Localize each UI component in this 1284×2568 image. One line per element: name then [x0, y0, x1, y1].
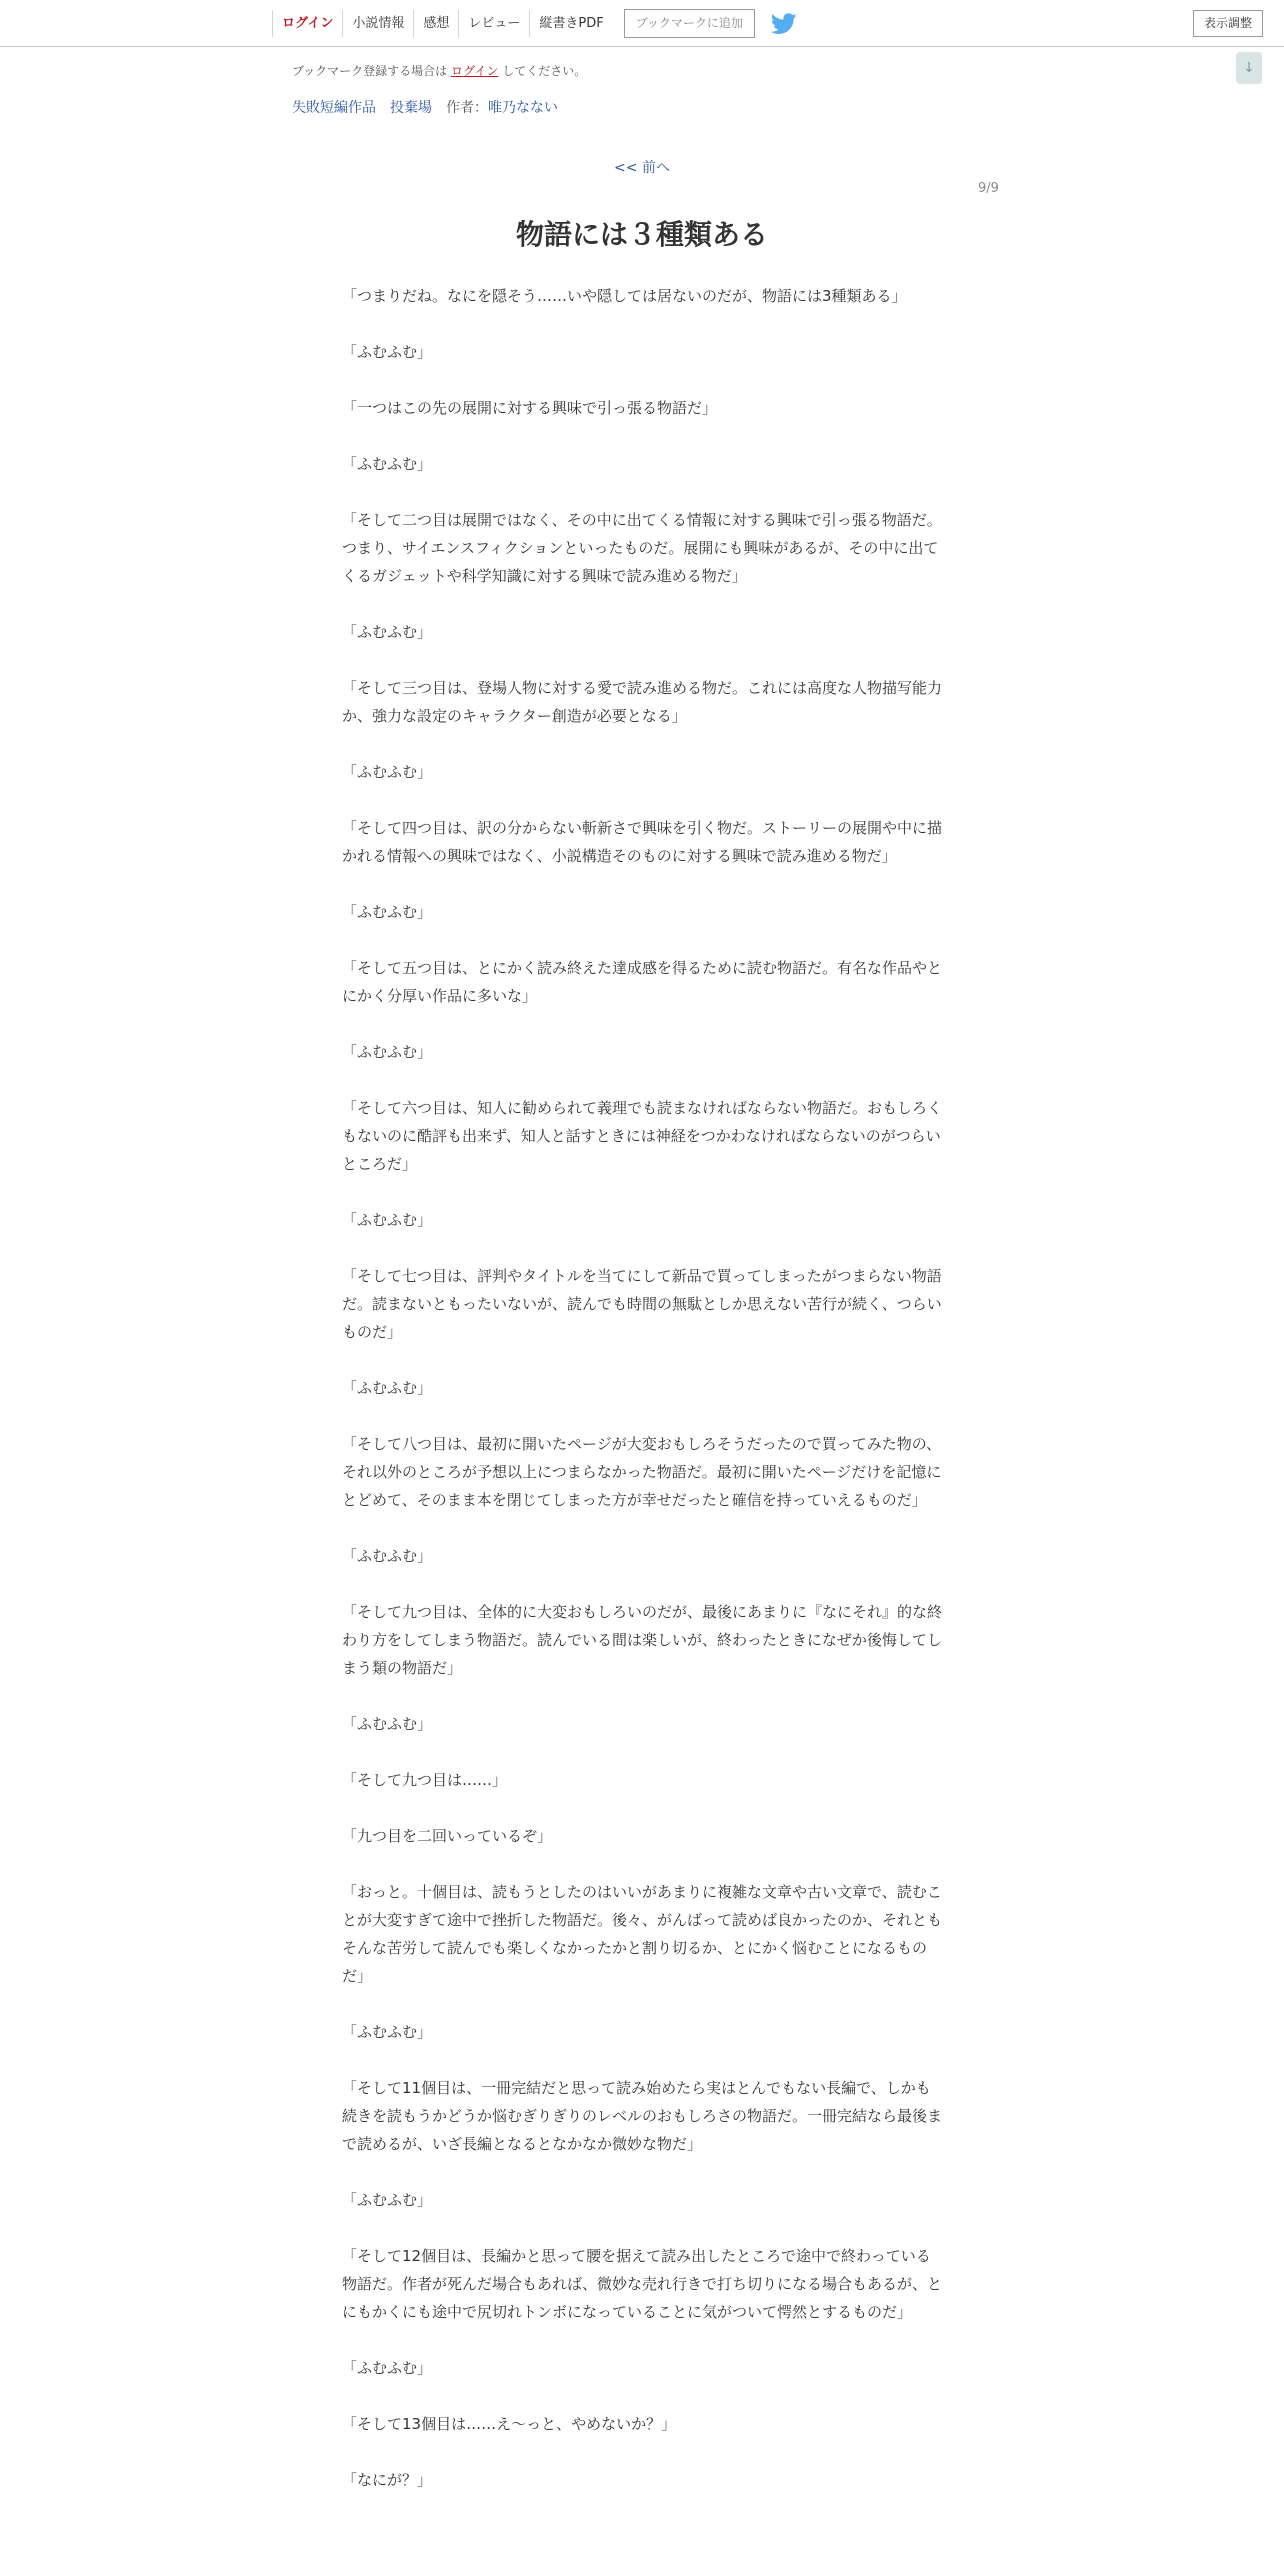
novel-paragraph: 「そして五つ目は、とにかく読み終えた達成感を得るために読む物語だ。有名な作品やとにかく分厚い作品に多いな」 [342, 959, 943, 1005]
novel-paragraph: 「そして11個目は、一冊完結だと思って読み始めたら実はとんでもない長編で、しかも続きを読もうかどうか悩むぎりぎりのレベルのおもしろさの物語だ。一冊完結なら最後まで読めるが、いざ長編となるとなかなか微妙な物だ」 [342, 2079, 943, 2153]
novel-paragraph: 「九つ目を二回いっているぞ」 [342, 1827, 553, 1845]
nav-login-link[interactable]: ログイン [272, 10, 342, 37]
series-line [292, 97, 558, 117]
prev-page-link[interactable]: << 前へ [614, 160, 670, 176]
novel-paragraph: 「なにが？」 [342, 2471, 433, 2489]
scroll-down-button[interactable]: ↓ [1236, 52, 1262, 84]
novel-paragraph: 「ふむふむ」 [342, 2023, 433, 2041]
novel-paragraph: 「一つはこの先の展開に対する興味で引っ張る物語だ」 [342, 399, 718, 417]
bookmark-note [292, 62, 586, 79]
twitter-icon[interactable] [771, 13, 797, 35]
nav-impressions-link[interactable]: 感想 [413, 10, 458, 37]
novel-paragraph: 「ふむふむ」 [342, 455, 433, 473]
novel-paragraph: 「そして13個目は……え～っと、やめないか？」 [342, 2415, 677, 2433]
top-bar [0, 0, 1284, 47]
author-link[interactable]: 唯乃なない [488, 100, 558, 116]
novel-paragraph: 「ふむふむ」 [342, 903, 433, 921]
novel-paragraph: 「ふむふむ」 [342, 1547, 433, 1565]
novel-paragraph: 「ふむふむ」 [342, 2359, 433, 2377]
novel-paragraph: 「ふむふむ」 [342, 1715, 433, 1733]
novel-paragraph: 「ふむふむ」 [342, 763, 433, 781]
page-counter: 9/9 [978, 181, 999, 196]
bookmark-note-after: してください。 [502, 64, 587, 78]
novel-paragraph: 「ふむふむ」 [342, 623, 433, 641]
novel-paragraph: 「ふむふむ」 [342, 1043, 433, 1061]
novel-paragraph: 「そして二つ目は展開ではなく、その中に出てくる情報に対する興味で引っ張る物語だ。つまり、サイエンスフィクションといったものだ。展開にも興味があるが、その中に出てくるガジェットや科学知識に対する興味で読み進める物だ」 [342, 511, 942, 585]
bookmark-note-login-link[interactable]: ログイン [451, 64, 499, 78]
author-label: 作者： [446, 100, 488, 116]
novel-paragraph: 「ふむふむ」 [342, 343, 433, 361]
bookmark-note-before: ブックマーク登録する場合は [292, 64, 448, 78]
add-bookmark-button[interactable]: ブックマークに追加 [624, 9, 755, 38]
novel-paragraph: 「そして四つ目は、訳の分からない斬新さで興味を引く物だ。ストーリーの展開や中に描かれる情報への興味ではなく、小説構造そのものに対する興味で読み進める物だ」 [342, 819, 943, 865]
novel-paragraph: 「おっと。十個目は、読もうとしたのはいいがあまりに複雑な文章や古い文章で、読むことが大変すぎて途中で挫折した物語だ。後々、がんばって読めば良かったのか、それともそんな苦労して読んでも楽しくなかったかと割り切るか、とにかく悩むことになるものだ」 [342, 1883, 943, 1985]
display-settings-button[interactable]: 表示調整 [1193, 10, 1263, 37]
top-nav [272, 10, 797, 37]
novel-paragraph: 「そして三つ目は、登場人物に対する愛で読み進める物だ。これには高度な人物描写能力か、強力な設定のキャラクター創造が必要となる」 [342, 679, 943, 725]
novel-paragraph: 「そして九つ目は……」 [342, 1771, 508, 1789]
novel-paragraph: 「そして六つ目は、知人に勧められて義理でも読まなければならない物語だ。おもしろくもないのに酷評も出来ず、知人と話すときには神経をつかわなければならないのがつらいところだ」 [342, 1099, 943, 1173]
chapter-title: 物語には３種類ある [515, 218, 768, 251]
novel-paragraph: 「ふむふむ」 [342, 1211, 433, 1229]
novel-paragraph: 「そして七つ目は、評判やタイトルを当てにして新品で買ってしまったがつまらない物語だ。読まないともったいないが、読んでも時間の無駄としか思えない苦行が続く、つらいものだ」 [342, 1267, 942, 1341]
nav-novel-info-link[interactable]: 小説情報 [342, 10, 413, 37]
novel-paragraph: 「つまりだね。なにを隠そう……いや隠しては居ないのだが、物語には3種類ある」 [342, 287, 907, 305]
novel-paragraph: 「そして八つ目は、最初に開いたページが大変おもしろそうだったので買ってみた物の、それ以外のところが予想以上につまらなかった物語だ。最初に開いたページだけを記憶にとどめて、そのまま本を閉じてしまった方が幸せだったと確信を持っていえるものだ」 [342, 1435, 942, 1509]
novel-paragraph: 「ふむふむ」 [342, 1379, 433, 1397]
nav-vertical-pdf-link[interactable]: 縦書きPDF [529, 10, 612, 37]
novel-paragraph: 「ふむふむ」 [342, 2191, 433, 2209]
novel-paragraph: 「そして12個目は、長編かと思って腰を据えて読み出したところで途中で終わっている物語だ。作者が死んだ場合もあれば、微妙な売れ行きで打ち切りになる場合もあるが、とにもかくにも途中で尻切れトンボになっていることに気がついて愕然とするものだ」 [342, 2247, 943, 2321]
novel-body [342, 282, 942, 2522]
novel-paragraph: 「そして九つ目は、全体的に大変おもしろいのだが、最後にあまりに『なにそれ』的な終わり方をしてしまう物語だ。読んでいる間は楽しいが、終わったときになぜか後悔してしまう類の物語だ」 [342, 1603, 943, 1677]
nav-review-link[interactable]: レビュー [458, 10, 529, 37]
series-link[interactable]: 失敗短編作品 投棄場 [292, 100, 432, 116]
